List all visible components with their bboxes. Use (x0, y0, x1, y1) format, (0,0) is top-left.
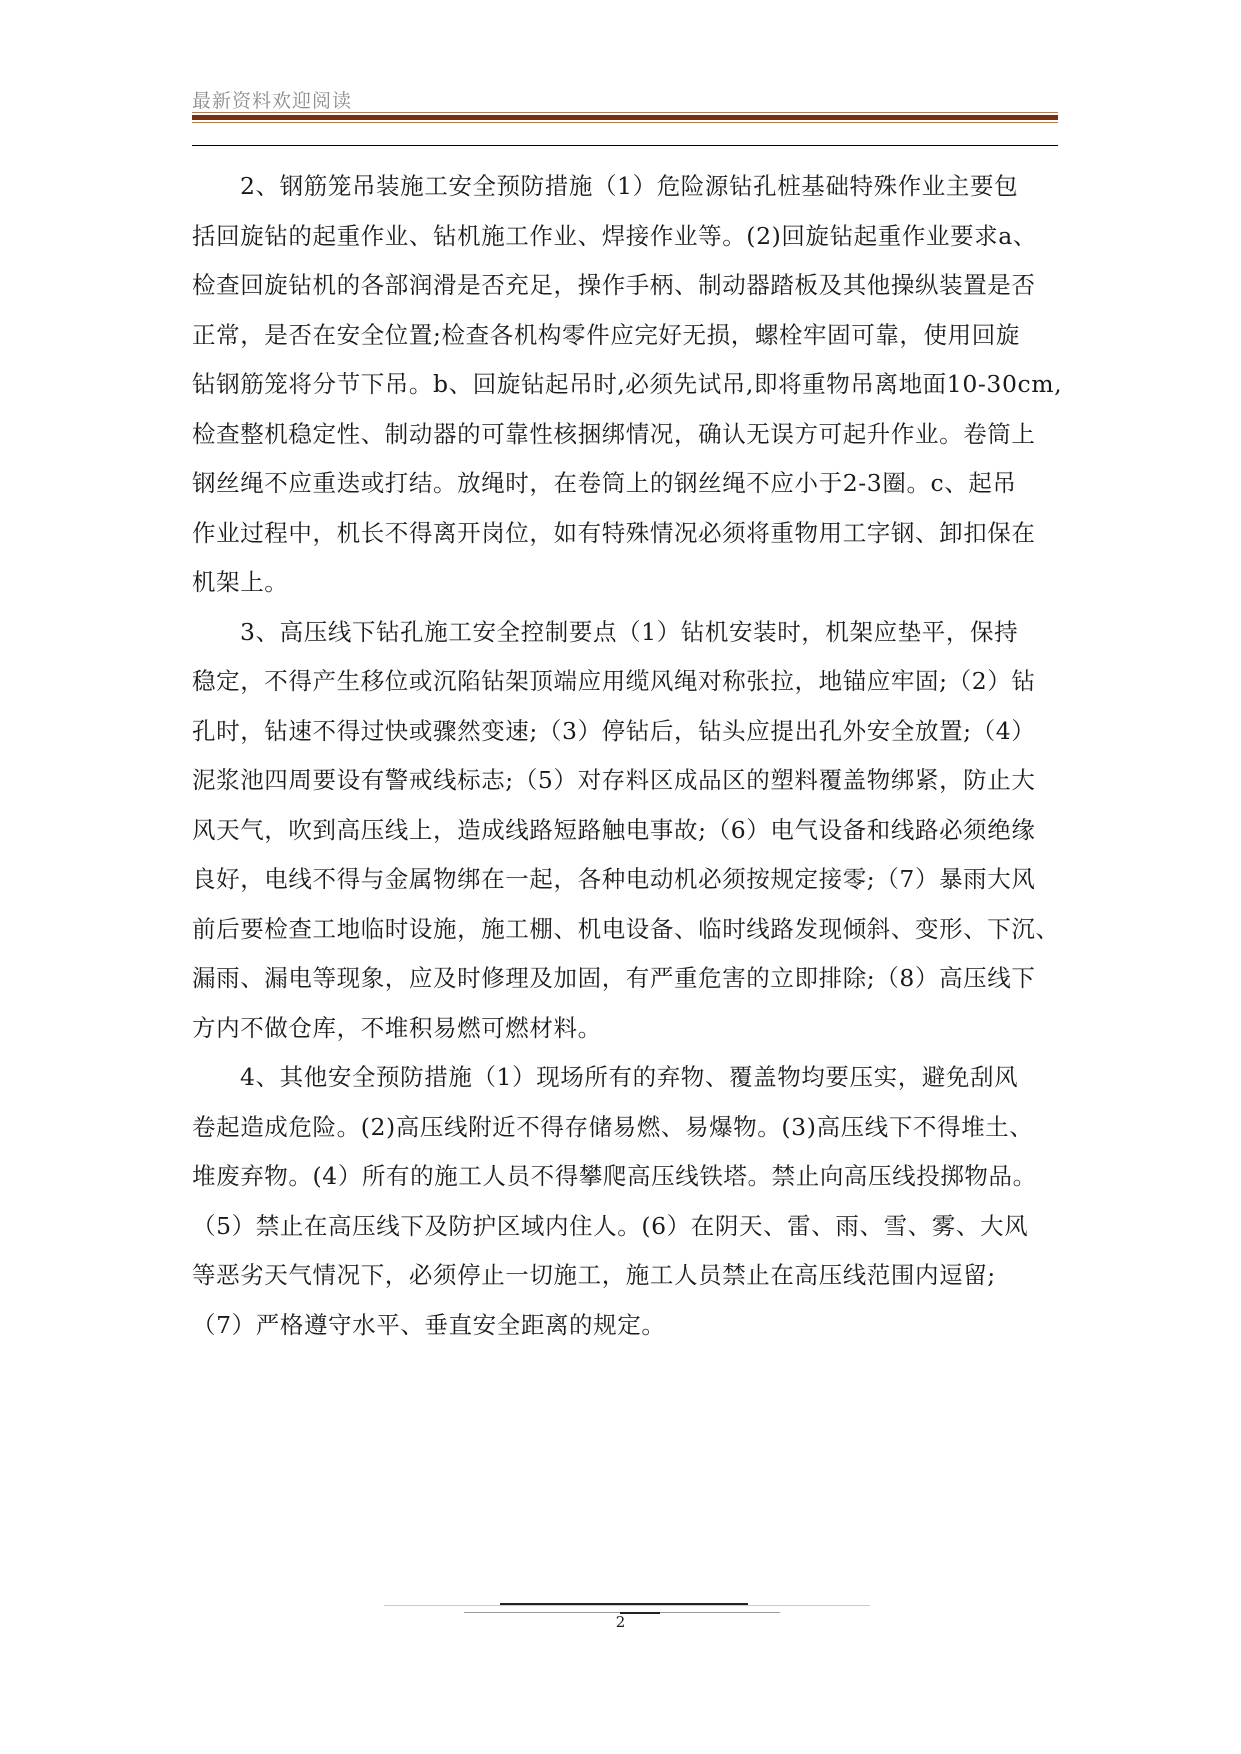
paragraph-line: （7）严格遵守水平、垂直安全距离的规定。 (192, 1310, 666, 1339)
paragraph-line: 钢丝绳不应重迭或打结。放绳时，在卷筒上的钢丝绳不应小于2-3圈。c、起吊 (192, 469, 1017, 497)
paragraph-line: 正常，是否在安全位置;检查各机构零件应完好无损，螺栓牢固可靠，使用回旋 (192, 320, 1020, 349)
footer-rule-light (384, 1605, 870, 1606)
paragraph-line: 钻钢筋笼将分节下吊。b、回旋钻起吊时,必须先试吊,即将重物吊离地面10-30cm, (192, 370, 1063, 398)
paragraph-line: 稳定，不得产生移位或沉陷钻架顶端应用缆风绳对称张拉，地锚应牢固;（2）钻 (192, 667, 1036, 695)
paragraph-line: 良好，电线不得与金属物绑在一起，各种电动机必须按规定接零;（7）暴雨大风 (192, 865, 1036, 893)
header-rule-underline (192, 145, 1058, 146)
paragraph-3 (192, 608, 1058, 1054)
paragraph-line: 2、钢筋笼吊装施工安全预防措施（1）危险源钻孔桩基础特殊作业主要包 (240, 172, 1019, 200)
document-body (192, 162, 1063, 1350)
paragraph-line: 堆废弃物。(4）所有的施工人员不得攀爬高压线铁塔。禁止向高压线投掷物品。 (192, 1162, 1037, 1190)
paragraph-line: 括回旋钻的起重作业、钻机施工作业、焊接作业等。(2)回旋钻起重作业要求a、 (192, 221, 1037, 250)
paragraph-line: 方内不做仓库，不堆积易燃可燃材料。 (192, 1013, 602, 1042)
paragraph-line: 前后要检查工地临时设施，施工棚、机电设备、临时线路发现倾斜、变形、下沉、 (192, 914, 1060, 943)
header-rule-thin-top (192, 112, 1058, 113)
paragraph-line: 4、其他安全预防措施（1）现场所有的弃物、覆盖物均要压实，避免刮风 (240, 1063, 1019, 1091)
paragraph-line: 检查整机稳定性、制动器的可靠性核捆绑情况，确认无误方可起升作业。卷筒上 (192, 419, 1036, 448)
paragraph-line: 泥浆池四周要设有警戒线标志;（5）对存料区成品区的塑料覆盖物绑紧，防止大 (192, 766, 1036, 794)
footer-rule-dark (500, 1603, 748, 1605)
paragraph-line: 3、高压线下钻孔施工安全控制要点（1）钻机安装时，机架应垫平，保持 (240, 617, 1019, 646)
page-number: 2 (615, 1613, 626, 1631)
page-header-text: 最新资料欢迎阅读 (192, 90, 353, 112)
paragraph-4 (192, 1053, 1058, 1350)
paragraph-line: 机架上。 (192, 568, 289, 596)
header-rule-thick (192, 115, 1058, 120)
paragraph-line: 漏雨、漏电等现象，应及时修理及加固，有严重危害的立即排除;（8）高压线下 (192, 964, 1036, 992)
paragraph-line: 卷起造成危险。(2)高压线附近不得存储易燃、易爆物。(3)高压线下不得堆土、 (192, 1112, 1034, 1141)
paragraph-line: （5）禁止在高压线下及防护区域内住人。(6）在阴天、雷、雨、雪、雾、大风 (192, 1211, 1029, 1240)
paragraph-2 (192, 162, 1063, 608)
paragraph-line: 风天气，吹到高压线上，造成线路短路触电事故;（6）电气设备和线路必须绝缘 (192, 815, 1036, 844)
paragraph-line: 检查回旋钻机的各部润滑是否充足，操作手柄、制动器踏板及其他操纵装置是否 (192, 271, 1036, 299)
header-rule-thin-bottom (192, 122, 1058, 123)
paragraph-line: 等恶劣天气情况下，必须停止一切施工，施工人员禁止在高压线范围内逗留; (192, 1261, 996, 1289)
paragraph-line: 孔时，钻速不得过快或骤然变速;（3）停钻后，钻头应提出孔外安全放置;（4） (192, 716, 1036, 745)
paragraph-line: 作业过程中，机长不得离开岗位，如有特殊情况必须将重物用工字钢、卸扣保在 (192, 518, 1036, 547)
